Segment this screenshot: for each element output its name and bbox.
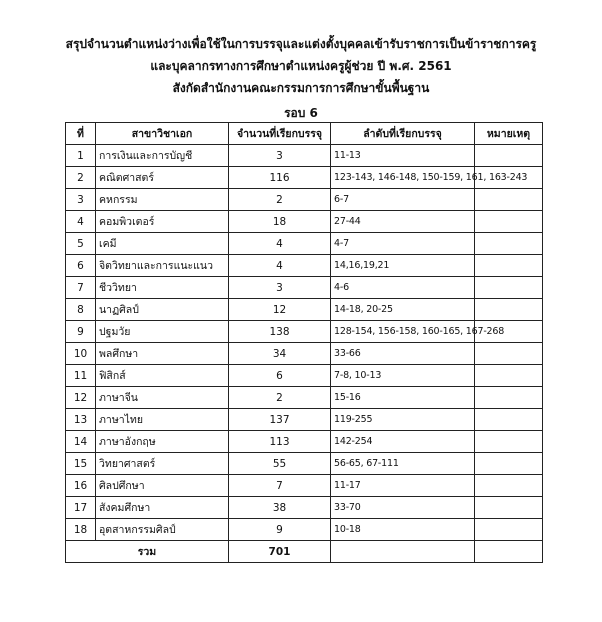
column-header-no: ที่ [66,123,96,145]
row-count: 137 [229,409,331,431]
table-row [66,211,543,233]
table-row [66,233,543,255]
row-order: 11-17 [331,475,475,497]
column-header-remark: หมายเหตุ [475,123,543,145]
row-major: คอมพิวเตอร์ [96,211,229,233]
row-number: 5 [66,233,96,255]
row-order: 27-44 [331,211,475,233]
table-row [66,519,543,541]
row-major: พลศึกษา [96,343,229,365]
row-count: 4 [229,233,331,255]
row-number: 17 [66,497,96,519]
column-header-count: จำนวนที่เรียกบรรจุ [229,123,331,145]
row-order: 142-254 [331,431,475,453]
row-order: 6-7 [331,189,475,211]
row-major: วิทยาศาสตร์ [96,453,229,475]
positions-table [65,122,543,563]
row-remark [475,299,543,321]
table-row [66,453,543,475]
row-order: 123-143, 146-148, 150-159, 161, 163-243 [331,167,475,189]
row-number: 13 [66,409,96,431]
row-number: 8 [66,299,96,321]
table-row [66,321,543,343]
table-row [66,497,543,519]
total-order-cell [331,541,475,563]
row-number: 3 [66,189,96,211]
row-major: จิตวิทยาและการแนะแนว [96,255,229,277]
row-major: ศิลปศึกษา [96,475,229,497]
row-number: 7 [66,277,96,299]
table-row [66,475,543,497]
table-body [66,145,543,541]
table-row [66,387,543,409]
table-row [66,145,543,167]
row-order: 128-154, 156-158, 160-165, 167-268 [331,321,475,343]
row-major: ภาษาจีน [96,387,229,409]
row-order: 4-6 [331,277,475,299]
row-number: 16 [66,475,96,497]
row-number: 9 [66,321,96,343]
row-count: 38 [229,497,331,519]
table-row [66,431,543,453]
table-row [66,189,543,211]
row-remark [475,409,543,431]
row-count: 3 [229,145,331,167]
total-label: รวม [66,541,229,563]
row-count: 116 [229,167,331,189]
row-major: ภาษาไทย [96,409,229,431]
column-header-order: ลำดับที่เรียกบรรจุ [331,123,475,145]
row-remark [475,255,543,277]
table-row [66,365,543,387]
row-remark [475,277,543,299]
row-order: 119-255 [331,409,475,431]
row-count: 6 [229,365,331,387]
row-major: นาฏศิลป์ [96,299,229,321]
row-order: 14-18, 20-25 [331,299,475,321]
row-order: 10-18 [331,519,475,541]
total-count: 701 [229,541,331,563]
row-number: 14 [66,431,96,453]
row-order: 33-70 [331,497,475,519]
table-header-row [66,123,543,145]
title-line-3: สังกัดสำนักงานคณะกรรมการการศึกษาขั้นพื้นฐาน [172,81,430,95]
title-line-2: และบุคลากรทางการศึกษาตำแหน่งครูผู้ช่วย ปี พ.ศ. 2561 [150,59,452,73]
row-remark [475,211,543,233]
row-remark [475,453,543,475]
table-row [66,343,543,365]
round-label: รอบ 6 [284,106,318,120]
row-number: 15 [66,453,96,475]
row-order: 4-7 [331,233,475,255]
row-count: 4 [229,255,331,277]
total-remark-cell [475,541,543,563]
row-major: การเงินและการบัญชี [96,145,229,167]
row-count: 113 [229,431,331,453]
table-row [66,255,543,277]
row-count: 138 [229,321,331,343]
row-count: 2 [229,387,331,409]
row-number: 6 [66,255,96,277]
title-line-1: สรุปจำนวนตำแหน่งว่างเพื่อใช้ในการบรรจุและแต่งตั้งบุคคลเข้ารับราชการเป็นข้าราชการครู [65,37,537,51]
row-count: 9 [229,519,331,541]
row-number: 4 [66,211,96,233]
table-row [66,277,543,299]
row-number: 10 [66,343,96,365]
row-count: 7 [229,475,331,497]
row-order: 11-13 [331,145,475,167]
row-major: เคมี [96,233,229,255]
row-remark [475,431,543,453]
row-remark [475,519,543,541]
row-count: 3 [229,277,331,299]
row-order: 33-66 [331,343,475,365]
row-order: 56-65, 67-111 [331,453,475,475]
row-number: 1 [66,145,96,167]
row-remark [475,343,543,365]
total-row [66,541,543,563]
table-row [66,409,543,431]
row-remark [475,365,543,387]
table-row [66,167,543,189]
row-major: ปฐมวัย [96,321,229,343]
row-order: 15-16 [331,387,475,409]
row-remark [475,475,543,497]
row-number: 11 [66,365,96,387]
row-major: ชีววิทยา [96,277,229,299]
row-major: คณิตศาสตร์ [96,167,229,189]
row-remark [475,189,543,211]
row-number: 12 [66,387,96,409]
row-major: สังคมศึกษา [96,497,229,519]
row-order: 7-8, 10-13 [331,365,475,387]
row-major: ภาษาอังกฤษ [96,431,229,453]
row-count: 12 [229,299,331,321]
row-order: 14,16,19,21 [331,255,475,277]
column-header-major: สาขาวิชาเอก [96,123,229,145]
row-count: 34 [229,343,331,365]
row-major: อุตสาหกรรมศิลป์ [96,519,229,541]
row-number: 18 [66,519,96,541]
row-count: 55 [229,453,331,475]
row-number: 2 [66,167,96,189]
row-count: 18 [229,211,331,233]
table-row [66,299,543,321]
row-remark [475,145,543,167]
row-major: ฟิสิกส์ [96,365,229,387]
row-remark [475,233,543,255]
row-remark [475,497,543,519]
row-major: คหกรรม [96,189,229,211]
row-count: 2 [229,189,331,211]
row-remark [475,387,543,409]
